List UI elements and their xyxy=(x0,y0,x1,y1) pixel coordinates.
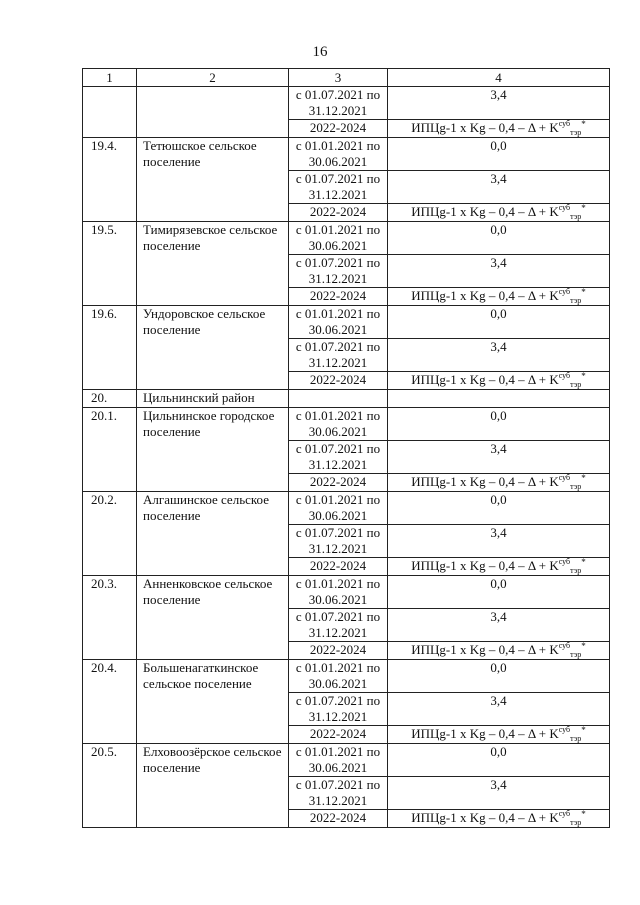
period-cell: с 01.07.2021 по 31.12.2021 xyxy=(289,441,388,474)
formula-sub: тэр xyxy=(570,380,582,389)
period-cell: с 01.01.2021 по 30.06.2021 xyxy=(289,576,388,609)
period-cell: 2022-2024 xyxy=(289,726,388,744)
formula-sup: суб xyxy=(558,809,571,818)
period-cell: 2022-2024 xyxy=(289,474,388,492)
table-row xyxy=(83,492,610,525)
value-cell: 0,0 xyxy=(388,576,610,609)
period-cell: с 01.01.2021 по 30.06.2021 xyxy=(289,408,388,441)
value-cell: 3,4 xyxy=(388,693,610,726)
district-row xyxy=(83,390,610,408)
formula-sup: суб xyxy=(558,203,571,212)
formula-cell xyxy=(388,204,610,222)
table-row xyxy=(83,744,610,777)
value-cell: 0,0 xyxy=(388,660,610,693)
value-cell: 0,0 xyxy=(388,492,610,525)
value-cell: 0,0 xyxy=(388,744,610,777)
formula-text: ИПЦg-1 x Kg – 0,4 – Δ + K xyxy=(411,288,559,303)
formula-cell xyxy=(388,372,610,390)
formula-sup: суб xyxy=(558,557,571,566)
header-row xyxy=(83,69,610,87)
period-cell: с 01.07.2021 по 31.12.2021 xyxy=(289,609,388,642)
name-cell xyxy=(137,87,289,138)
num-cell: 19.6. xyxy=(83,306,137,390)
formula-sup: суб xyxy=(558,473,571,482)
period-cell: с 01.07.2021 по 31.12.2021 xyxy=(289,87,388,120)
period-cell: 2022-2024 xyxy=(289,120,388,138)
formula-cell xyxy=(388,474,610,492)
formula-star: * xyxy=(581,371,586,381)
value-cell: 3,4 xyxy=(388,87,610,120)
name-cell: Алгашинское сельское поселение xyxy=(137,492,289,576)
formula-cell xyxy=(388,726,610,744)
period-cell: с 01.01.2021 по 30.06.2021 xyxy=(289,744,388,777)
formula-text: ИПЦg-1 x Kg – 0,4 – Δ + K xyxy=(411,474,559,489)
formula-star: * xyxy=(581,809,586,819)
header-col-4: 4 xyxy=(388,69,610,87)
num-cell: 20.3. xyxy=(83,576,137,660)
period-cell: с 01.01.2021 по 30.06.2021 xyxy=(289,306,388,339)
header-col-1: 1 xyxy=(83,69,137,87)
period-cell: с 01.01.2021 по 30.06.2021 xyxy=(289,222,388,255)
period-cell: 2022-2024 xyxy=(289,642,388,660)
name-cell: Тетюшское сельское поселение xyxy=(137,138,289,222)
value-cell: 3,4 xyxy=(388,609,610,642)
name-cell: Анненковское сельское поселение xyxy=(137,576,289,660)
num-cell: 19.4. xyxy=(83,138,137,222)
period-cell: 2022-2024 xyxy=(289,204,388,222)
formula-star: * xyxy=(581,725,586,735)
period-cell: с 01.01.2021 по 30.06.2021 xyxy=(289,138,388,171)
num-cell: 20.5. xyxy=(83,744,137,828)
formula-star: * xyxy=(581,641,586,651)
name-cell: Тимирязевское сельское поселение xyxy=(137,222,289,306)
formula-cell xyxy=(388,642,610,660)
formula-text: ИПЦg-1 x Kg – 0,4 – Δ + K xyxy=(411,642,559,657)
period-cell: 2022-2024 xyxy=(289,810,388,828)
formula-text: ИПЦg-1 x Kg – 0,4 – Δ + K xyxy=(411,810,559,825)
value-cell: 0,0 xyxy=(388,306,610,339)
formula-cell xyxy=(388,558,610,576)
formula-sup: суб xyxy=(558,371,571,380)
num-cell: 20.4. xyxy=(83,660,137,744)
header-col-3: 3 xyxy=(289,69,388,87)
formula-text: ИПЦg-1 x Kg – 0,4 – Δ + K xyxy=(411,204,559,219)
formula-sub: тэр xyxy=(570,128,582,137)
period-cell: с 01.07.2021 по 31.12.2021 xyxy=(289,255,388,288)
formula-sup: суб xyxy=(558,641,571,650)
num-cell: 19.5. xyxy=(83,222,137,306)
table-row xyxy=(83,87,610,120)
period-cell: с 01.07.2021 по 31.12.2021 xyxy=(289,777,388,810)
header-col-2: 2 xyxy=(137,69,289,87)
period-cell: с 01.01.2021 по 30.06.2021 xyxy=(289,660,388,693)
formula-star: * xyxy=(581,203,586,213)
formula-sup: суб xyxy=(558,725,571,734)
table-row xyxy=(83,576,610,609)
value-cell xyxy=(388,390,610,408)
formula-star: * xyxy=(581,287,586,297)
formula-star: * xyxy=(581,473,586,483)
name-cell: Елховоозёрское сельское поселение xyxy=(137,744,289,828)
formula-cell xyxy=(388,810,610,828)
page-number: 16 xyxy=(312,44,328,60)
name-cell: Цильнинское городское поселение xyxy=(137,408,289,492)
formula-star: * xyxy=(581,119,586,129)
value-cell: 3,4 xyxy=(388,525,610,558)
formula-sup: суб xyxy=(558,119,571,128)
formula-text: ИПЦg-1 x Kg – 0,4 – Δ + K xyxy=(411,558,559,573)
formula-sub: тэр xyxy=(570,566,582,575)
value-cell: 3,4 xyxy=(388,255,610,288)
formula-text: ИПЦg-1 x Kg – 0,4 – Δ + K xyxy=(411,372,559,387)
period-cell xyxy=(289,390,388,408)
num-cell: 20.1. xyxy=(83,408,137,492)
period-cell: с 01.07.2021 по 31.12.2021 xyxy=(289,693,388,726)
num-cell xyxy=(83,87,137,138)
table-row xyxy=(83,138,610,171)
period-cell: с 01.07.2021 по 31.12.2021 xyxy=(289,339,388,372)
period-cell: с 01.01.2021 по 30.06.2021 xyxy=(289,492,388,525)
value-cell: 0,0 xyxy=(388,222,610,255)
formula-sub: тэр xyxy=(570,212,582,221)
formula-sub: тэр xyxy=(570,296,582,305)
value-cell: 3,4 xyxy=(388,339,610,372)
table-row xyxy=(83,306,610,339)
value-cell: 3,4 xyxy=(388,777,610,810)
formula-cell xyxy=(388,288,610,306)
period-cell: с 01.07.2021 по 31.12.2021 xyxy=(289,171,388,204)
table-row xyxy=(83,408,610,441)
name-cell: Ундоровское сельское поселение xyxy=(137,306,289,390)
period-cell: 2022-2024 xyxy=(289,372,388,390)
formula-cell xyxy=(388,120,610,138)
table-row xyxy=(83,222,610,255)
table-row xyxy=(83,660,610,693)
district-num: 20. xyxy=(83,390,137,408)
period-cell: с 01.07.2021 по 31.12.2021 xyxy=(289,525,388,558)
formula-sub: тэр xyxy=(570,482,582,491)
formula-star: * xyxy=(581,557,586,567)
period-cell: 2022-2024 xyxy=(289,558,388,576)
tariff-table xyxy=(82,68,610,828)
formula-sup: суб xyxy=(558,287,571,296)
formula-sub: тэр xyxy=(570,734,582,743)
value-cell: 3,4 xyxy=(388,171,610,204)
value-cell: 0,0 xyxy=(388,138,610,171)
period-cell: 2022-2024 xyxy=(289,288,388,306)
formula-sub: тэр xyxy=(570,818,582,827)
formula-text: ИПЦg-1 x Kg – 0,4 – Δ + K xyxy=(411,726,559,741)
value-cell: 0,0 xyxy=(388,408,610,441)
num-cell: 20.2. xyxy=(83,492,137,576)
formula-sub: тэр xyxy=(570,650,582,659)
formula-text: ИПЦg-1 x Kg – 0,4 – Δ + K xyxy=(411,120,559,135)
district-name: Цильнинский район xyxy=(137,390,289,408)
name-cell: Большенагаткинское сельское поселение xyxy=(137,660,289,744)
value-cell: 3,4 xyxy=(388,441,610,474)
